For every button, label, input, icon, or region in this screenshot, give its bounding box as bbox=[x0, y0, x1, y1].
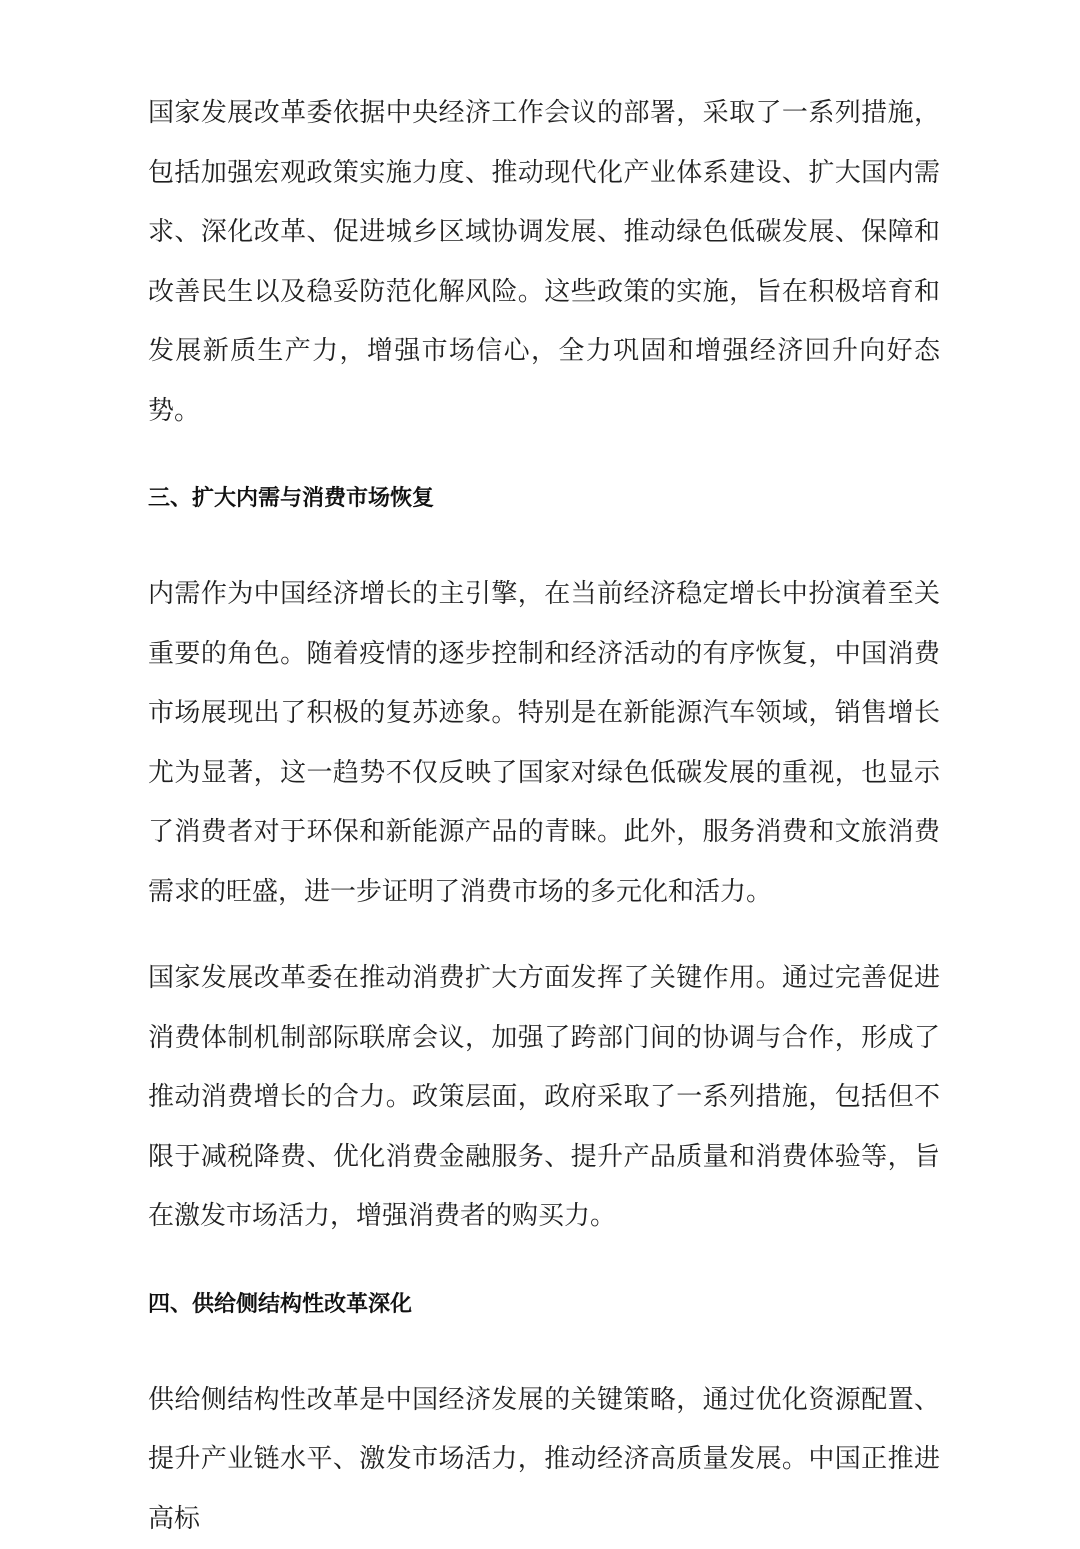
section-3-paragraph-1: 内需作为中国经济增长的主引擎，在当前经济稳定增长中扮演着至关重要的角色。随着疫情的逐步控制和经济活动的有序恢复，中国消费市场展现出了积极的复苏迹象。特别是在新能源汽车领域，销售增长尤为显著，这一趋势不仅反映了国家对绿色低碳发展的重视，也显示了消费者对于环保和新能源产品的青睐。此外，服务消费和文旅消费需求的旺盛，进一步证明了消费市场的多元化和活力。 bbox=[148, 565, 940, 922]
section-4-heading: 四、供给侧结构性改革深化 bbox=[148, 1285, 940, 1325]
section-3-heading: 三、扩大内需与消费市场恢复 bbox=[148, 479, 940, 519]
paragraph-intro: 国家发展改革委依据中央经济工作会议的部署，采取了一系列措施，包括加强宏观政策实施力度、推动现代化产业体系建设、扩大国内需求、深化改革、促进城乡区域协调发展、推动绿色低碳发展、保障和改善民生以及稳妥防范化解风险。这些政策的实施，旨在积极培育和发展新质生产力，增强市场信心，全力巩固和增强经济回升向好态势。 bbox=[148, 84, 940, 441]
section-4-paragraph-1: 供给侧结构性改革是中国经济发展的关键策略，通过优化资源配置、提升产业链水平、激发市场活力，推动经济高质量发展。中国正推进高标 bbox=[148, 1371, 940, 1549]
section-3-paragraph-2: 国家发展改革委在推动消费扩大方面发挥了关键作用。通过完善促进消费体制机制部际联席会议，加强了跨部门间的协调与合作，形成了推动消费增长的合力。政策层面，政府采取了一系列措施，包括但不限于减税降费、优化消费金融服务、提升产品质量和消费体验等，旨在激发市场活力，增强消费者的购买力。 bbox=[148, 949, 940, 1247]
article-body bbox=[148, 84, 940, 1549]
